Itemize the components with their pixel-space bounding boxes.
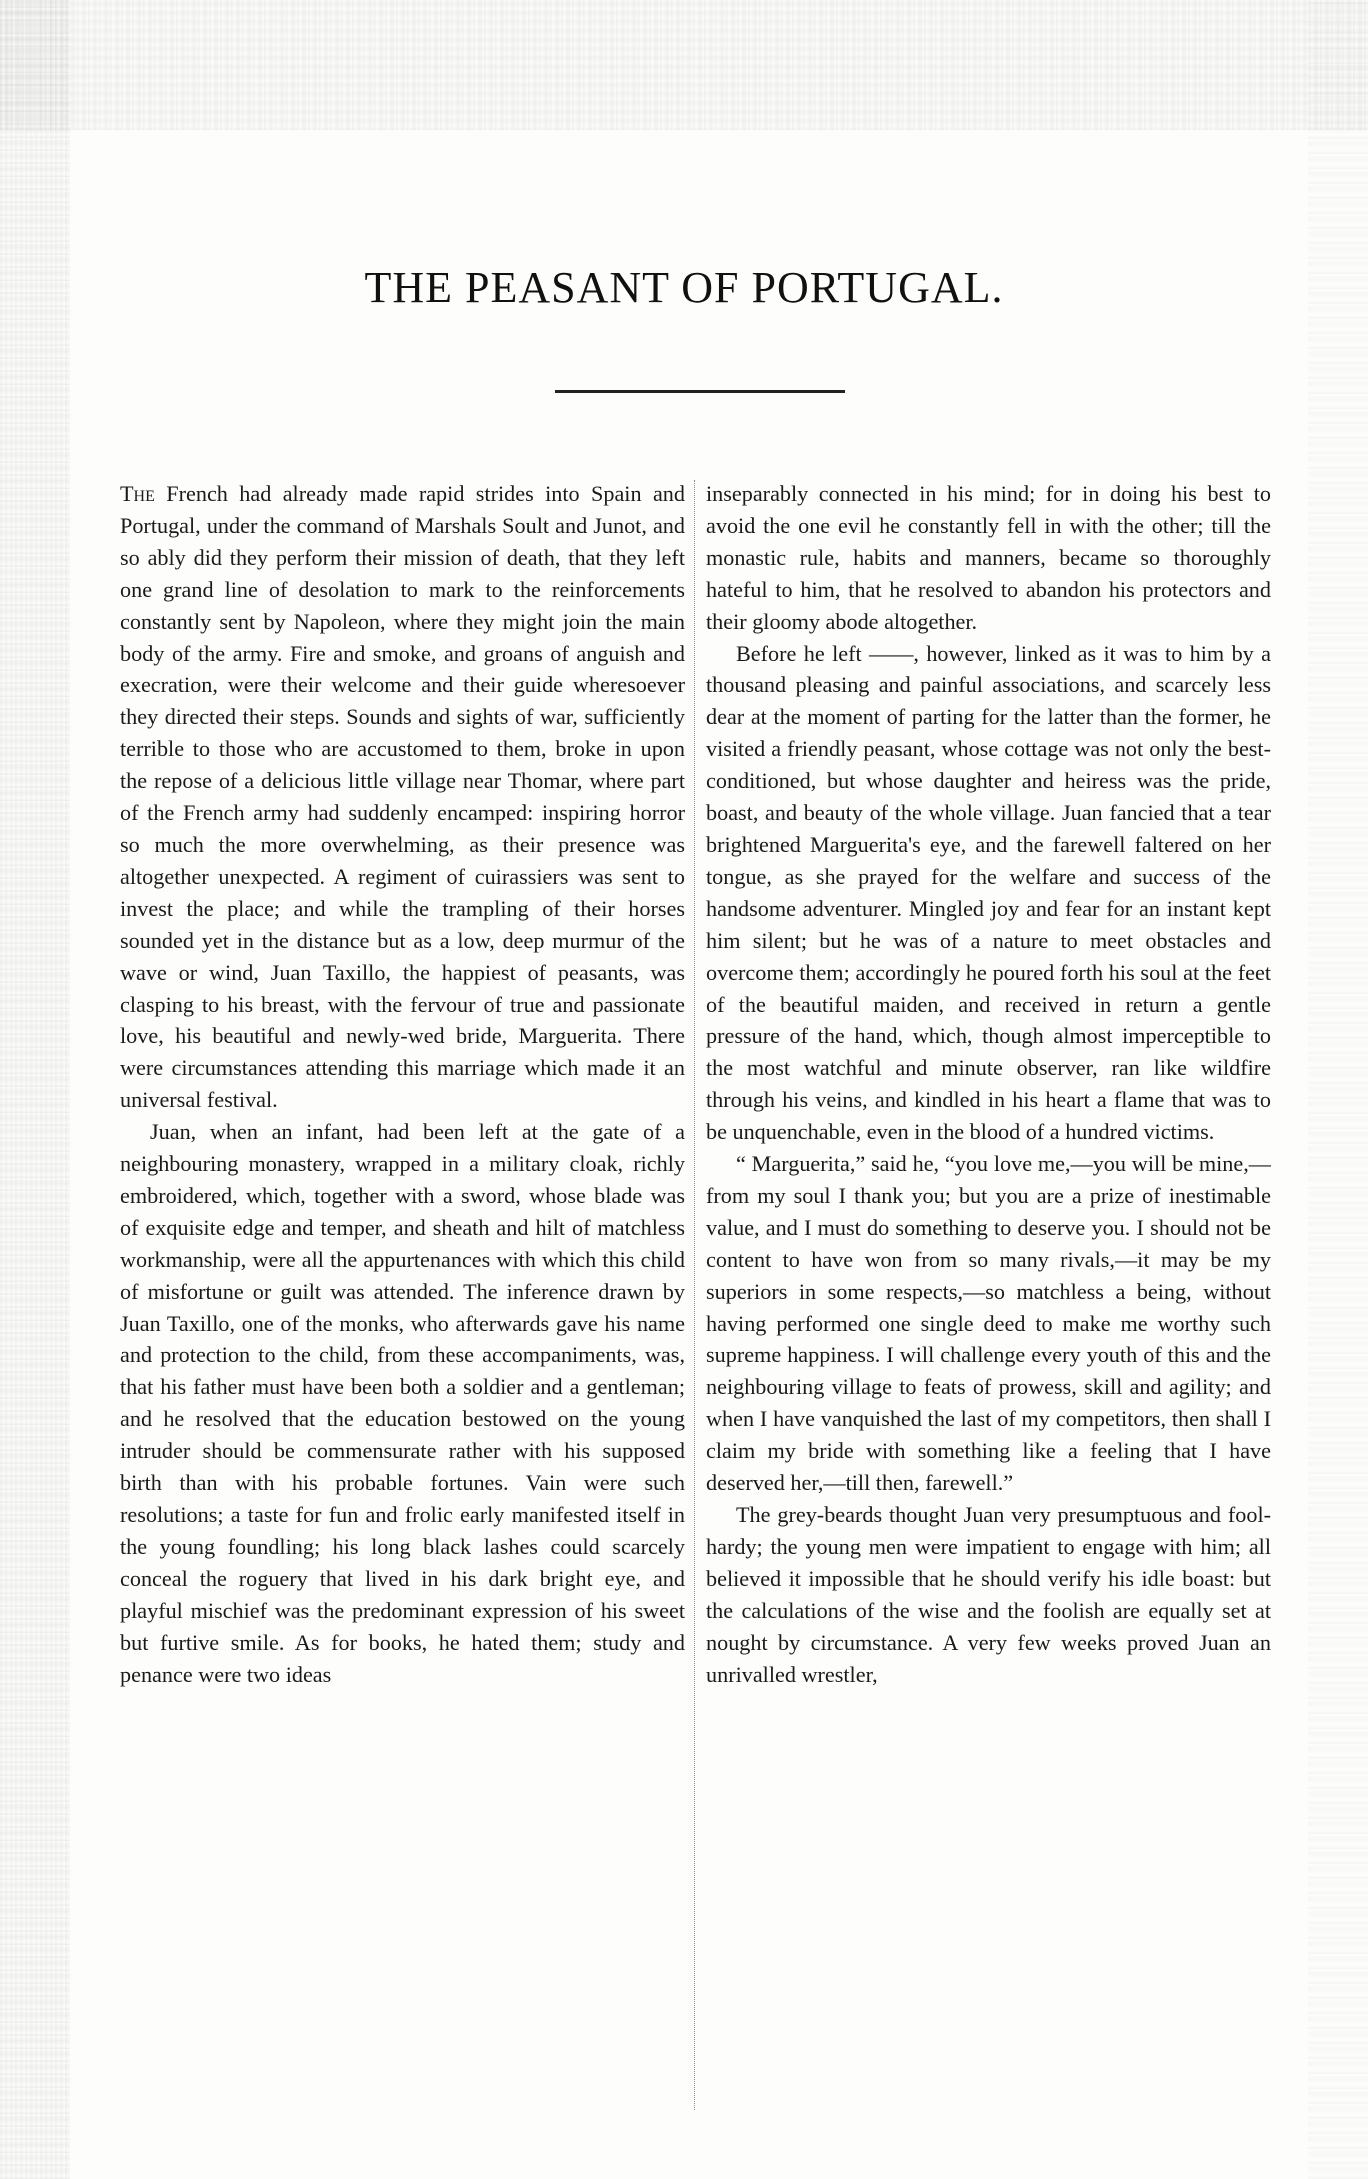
paragraph: “ Marguerita,” said he, “you love me,—you will be mine,—from my soul I thank you; but you are a prize of inestimable value, and I must do something to deserve you. I should not be content to have won from so many rivals,—it may be my superiors in some respects,—so matchless a being, without having performed one single deed to make me worthy such supreme happiness. I will challenge every youth of this and the neighbouring village to feats of prowess, skill and agility; and when I have vanquished the last of my competitors, then shall I claim my bride with something like a feeling that I have deserved her,—till then, farewell.” <box>706 1151 1271 1496</box>
paragraph: The grey-beards thought Juan very presumptuous and fool-hardy; the young men were impatient to engage with him; all believed it impossible that he should verify his idle boast: but the calculations of the wise and the foolish are equally set at nought by circumstance. A very few weeks proved Juan an unrivalled wrestler, <box>706 1502 1271 1687</box>
paragraph: inseparably connected in his mind; for in doing his best to avoid the one evil he constantly fell in with the other; till the monastic rule, habits and manners, became so thoroughly hateful to him, that he resolved to abandon his protectors and their gloomy abode altogether. <box>706 481 1271 634</box>
paragraph <box>120 478 685 1116</box>
column-divider <box>694 480 695 2110</box>
right-column <box>706 478 1271 2118</box>
scan-noise-left <box>0 0 70 2179</box>
scan-noise-right <box>1308 0 1368 2179</box>
paragraph: Juan, when an infant, had been left at the gate of a neighbouring monastery, wrapped in a military cloak, richly embroidered, which, together with a sword, whose blade was of exquisite edge and temper, and sheath and hilt of matchless workmanship, were all the appurtenances with which this child of misfortune or guilt was attended. The inference drawn by Juan Taxillo, one of the monks, who afterwards gave his name and protection to the child, from these accompaniments, was, that his father must have been both a soldier and a gentleman; and he resolved that the education bestowed on the young intruder should be commensurate rather with his supposed birth than with his probable fortunes. Vain were such resolutions; a taste for fun and frolic early manifested itself in the young foundling; his long black lashes could scarcely conceal the roguery that lived in his dark bright eye, and playful mischief was the predominant expression of his sweet but furtive smile. As for books, he hated them; study and penance were two ideas <box>120 1119 685 1687</box>
paragraph-text: French had already made rapid strides into Spain and Portugal, under the command of Marshals Soult and Junot, and so ably did they perform their mission of death, that they left one grand line of desolation to mark to the reinforcements constantly sent by Napoleon, where they might join the main body of the army. Fire and smoke, and groans of anguish and execration, were their welcome and their guide wheresoever they directed their steps. Sounds and sights of war, sufficiently terrible to those who are accustomed to them, broke in upon the repose of a delicious little village near Thomar, where part of the French army had suddenly encamped: inspiring horror so much the more overwhelming, as their presence was altogether unexpected. A regiment of cuirassiers was sent to invest the place; and while the trampling of their horses sounded yet in the distance but as a low, deep murmur of the wave or wind, Juan Taxillo, the happiest of peasants, was clasping to his breast, with the fervour of true and passionate love, his beautiful and newly-wed bride, Marguerita. There were circumstances attending this marriage which made it an universal festival. <box>120 481 685 1113</box>
left-column <box>120 478 685 2118</box>
title-rule <box>555 390 845 393</box>
article-title: THE PEASANT OF PORTUGAL. <box>364 263 1004 312</box>
scan-noise-top <box>0 0 1368 130</box>
opening-word: The <box>120 481 155 506</box>
paragraph: Before he left ——, however, linked as it was to him by a thousand pleasing and painful associations, and scarcely less dear at the moment of parting for the latter than the former, he visited a friendly peasant, whose cottage was not only the best-conditioned, but whose daughter and heiress was the pride, boast, and beauty of the whole village. Juan fancied that a tear brightened Marguerita's eye, and the farewell faltered on her tongue, as she prayed for the welfare and success of the handsome adventurer. Mingled joy and fear for an instant kept him silent; but he was of a nature to meet obstacles and overcome them; accordingly he poured forth his soul at the feet of the beautiful maiden, and received in return a gentle pressure of the hand, which, though almost imperceptible to the most watchful and minute observer, ran like wildfire through his veins, and kindled in his heart a flame that was to be unquenchable, even in the blood of a hundred victims. <box>706 640 1271 1145</box>
